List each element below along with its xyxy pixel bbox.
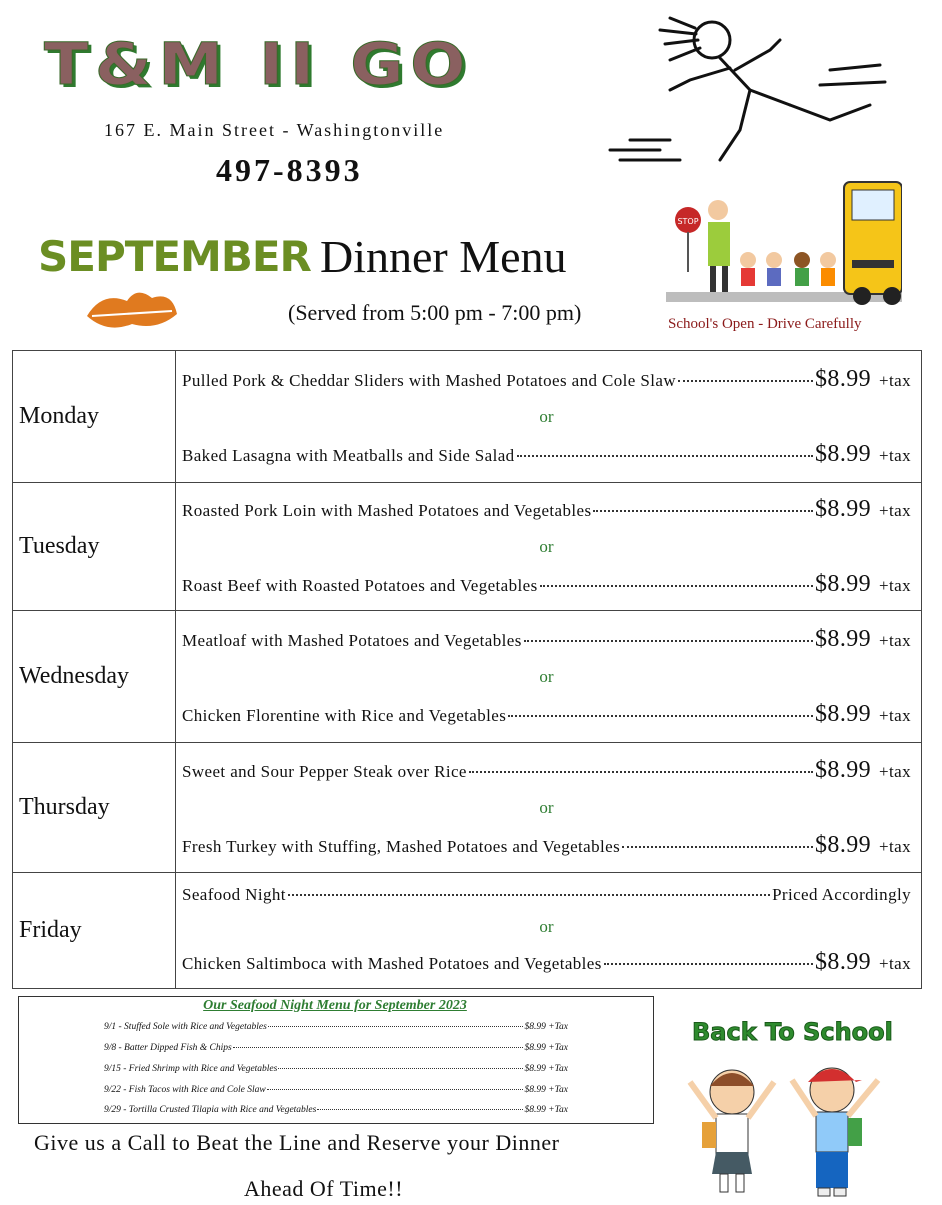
menu-row-tuesday <box>13 483 922 611</box>
seafood-price: $8.99 +Tax <box>524 1064 568 1074</box>
dish-name: Fresh Turkey with Stuffing, Mashed Potatoes and Vegetables <box>182 836 621 856</box>
seafood-row <box>104 1043 568 1053</box>
menu-item <box>182 701 911 728</box>
phone-number: 497-8393 <box>216 152 363 188</box>
dish-price: $8.99 <box>815 495 872 522</box>
dot-leader <box>604 963 813 965</box>
seafood-price: $8.99 +Tax <box>524 1085 568 1095</box>
or-separator: or <box>539 917 554 936</box>
seafood-item: 9/8 - Batter Dipped Fish & Chips <box>104 1043 232 1053</box>
dot-leader <box>288 894 770 896</box>
menu-row-monday <box>13 351 922 483</box>
dish-price: $8.99 <box>815 625 872 652</box>
menu-row-wednesday <box>13 611 922 743</box>
menu-item <box>182 496 911 523</box>
tax-note: +tax <box>879 954 911 973</box>
menu-item <box>182 832 911 859</box>
or-separator: or <box>539 666 554 686</box>
day-label: Friday <box>13 873 176 989</box>
dot-leader <box>517 455 813 457</box>
tax-note: +tax <box>879 445 911 465</box>
tax-note: +tax <box>879 575 911 595</box>
seafood-price: $8.99 +Tax <box>524 1043 568 1053</box>
dish-name: Pulled Pork & Cheddar Sliders with Mashed Potatoes and Cole Slaw <box>182 370 677 390</box>
tax-note: +tax <box>879 761 911 781</box>
seafood-menu-title: Our Seafood Night Menu for September 2023 <box>203 998 467 1013</box>
back-to-school-heading: Back To School <box>692 1018 893 1046</box>
dish-price: $8.99 <box>815 570 872 597</box>
menu-item <box>182 571 911 598</box>
menu-items <box>176 743 922 873</box>
dish-name: Chicken Saltimboca with Mashed Potatoes and Vegetables <box>182 954 602 973</box>
dot-leader <box>593 510 813 512</box>
month-text: SEPTEMBER <box>38 232 311 281</box>
running-man-illustration <box>600 10 890 170</box>
dish-name: Roast Beef with Roasted Potatoes and Vegetables <box>182 575 538 595</box>
dish-price: $8.99 <box>815 440 872 467</box>
school-caption: School's Open - Drive Carefully <box>668 316 862 332</box>
menu-items <box>176 483 922 611</box>
or-separator: or <box>539 797 554 817</box>
dot-leader <box>540 585 813 587</box>
day-label: Tuesday <box>13 483 176 611</box>
address: 167 E. Main Street - Washingtonville <box>104 120 445 140</box>
menu-row-thursday <box>13 743 922 873</box>
dish-price: $8.99 <box>815 700 872 727</box>
school-bus-crossing-illustration <box>666 180 902 308</box>
tax-note: +tax <box>879 836 911 856</box>
tax-note: +tax <box>879 370 911 390</box>
day-label: Monday <box>13 351 176 483</box>
dish-price: $8.99 <box>815 756 872 783</box>
or-separator: or <box>539 536 554 556</box>
seafood-row <box>104 1085 568 1095</box>
leaf-icon <box>82 286 182 336</box>
dot-leader <box>278 1068 523 1069</box>
seafood-item: 9/29 - Tortilla Crusted Tilapia with Rice and Vegetables <box>104 1105 317 1115</box>
menu-item <box>182 626 911 653</box>
dish-name: Baked Lasagna with Meatballs and Side Salad <box>182 445 515 465</box>
menu-items <box>176 611 922 743</box>
tax-note: +tax <box>879 630 911 650</box>
september-heading <box>38 232 311 281</box>
dot-leader <box>622 846 813 848</box>
school-kids-illustration <box>682 1052 892 1200</box>
dish-name: Chicken Florentine with Rice and Vegetables <box>182 705 507 725</box>
dot-leader <box>268 1026 524 1027</box>
dish-name: Sweet and Sour Pepper Steak over Rice <box>182 761 467 781</box>
menu-item <box>182 757 911 784</box>
dot-leader <box>267 1089 524 1090</box>
day-label: Wednesday <box>13 611 176 743</box>
dot-leader <box>469 771 813 773</box>
dish-name: Seafood Night <box>182 885 286 904</box>
seafood-item: 9/1 - Stuffed Sole with Rice and Vegetables <box>104 1022 267 1032</box>
menu-item <box>182 366 911 393</box>
menu-item <box>182 949 911 976</box>
dish-name: Meatloaf with Mashed Potatoes and Vegetables <box>182 630 522 650</box>
tax-note: +tax <box>879 705 911 725</box>
logo: T&M II GO <box>44 30 473 98</box>
menu-item <box>182 441 911 468</box>
dish-price: $8.99 <box>815 949 872 975</box>
dot-leader <box>508 715 813 717</box>
weekly-menu-table <box>12 350 922 989</box>
menu-items <box>176 351 922 483</box>
seafood-price: $8.99 +Tax <box>524 1022 568 1032</box>
menu-items <box>176 873 922 989</box>
seafood-row <box>104 1022 568 1032</box>
call-to-action: Give us a Call to Beat the Line and Reserve your Dinner <box>34 1130 560 1155</box>
dish-price: $8.99 <box>815 365 872 392</box>
or-separator: or <box>539 406 554 426</box>
seafood-item: 9/15 - Fried Shrimp with Rice and Vegetables <box>104 1064 278 1074</box>
dot-leader <box>317 1109 523 1110</box>
seafood-row <box>104 1064 568 1074</box>
served-hours: (Served from 5:00 pm - 7:00 pm) <box>288 300 582 325</box>
page-title: Dinner Menu <box>320 231 567 282</box>
menu-row-friday <box>13 873 922 989</box>
dish-name: Roasted Pork Loin with Mashed Potatoes and Vegetables <box>182 500 592 520</box>
day-label: Thursday <box>13 743 176 873</box>
seafood-price: $8.99 +Tax <box>524 1105 568 1115</box>
tax-note: +tax <box>879 500 911 520</box>
dot-leader <box>524 640 813 642</box>
dish-price: $8.99 <box>815 831 872 858</box>
menu-item <box>182 885 911 905</box>
dish-price: Priced Accordingly <box>772 885 911 904</box>
call-to-action-line2: Ahead Of Time!! <box>244 1176 404 1201</box>
dot-leader <box>678 380 813 382</box>
seafood-row <box>104 1105 568 1115</box>
seafood-item: 9/22 - Fish Tacos with Rice and Cole Slaw <box>104 1085 266 1095</box>
dot-leader <box>233 1047 524 1048</box>
stop-sign-text: STOP <box>677 217 699 226</box>
